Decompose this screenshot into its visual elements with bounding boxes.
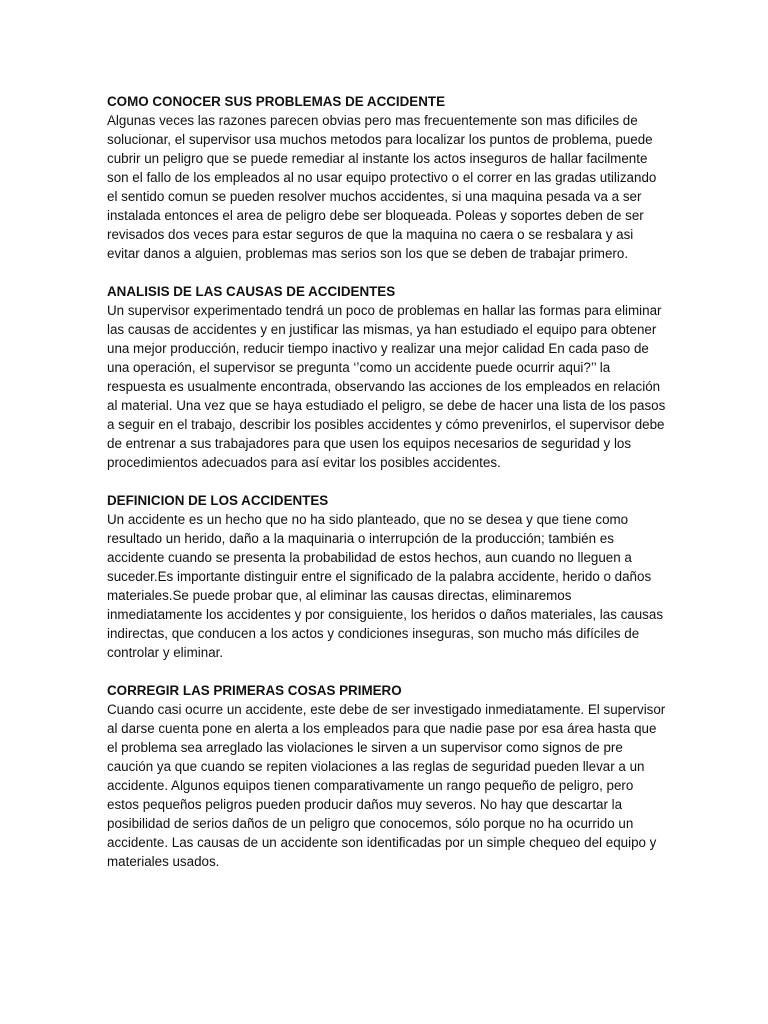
section-body: Un accidente es un hecho que no ha sido planteado, que no se desea y que tiene como resultado un herido, daño a la maquinaria o interrupción de la producción; también es accidente cuando se presenta la probabilidad de estos hechos, aun cuando no lleguen a suceder.Es importante distinguir entre el significado de la palabra accidente, herido o daños materiales.Se puede probar que, al eliminar las causas directas, eliminaremos inmediatamente los accidentes y por consiguiente, los heridos o daños materiales, las causas indirectas, que conducen a los actos y condiciones inseguras, son mucho más difíciles de controlar y eliminar. [107, 512, 664, 660]
section-heading: COMO CONOCER SUS PROBLEMAS DE ACCIDENTE [107, 94, 446, 109]
section-heading: ANALISIS DE LAS CAUSAS DE ACCIDENTES [107, 284, 396, 299]
section-body: Algunas veces las razones parecen obvias pero mas frecuentemente son mas dificiles de solucionar, el supervisor usa muchos metodos para localizar los puntos de problema, puede cubrir un peligro que se puede remediar al instante los actos inseguros de hallar facilmente son el fallo de los empleados al no usar equipo protectivo o el correr en las gradas utilizando el sentido comun se pueden resolver muchos accidentes, si una maquina pesada va a ser instalada entonces el area de peligro debe ser bloqueada. Poleas y soportes deben de ser revisados dos veces para estar seguros de que la maquina no caera o se resbalara y asi evitar danos a alguien, problemas mas serios son los que se deben de trabajar primero. [107, 113, 657, 261]
section-heading: DEFINICION DE LOS ACCIDENTES [107, 493, 329, 508]
section-body: Cuando casi ocurre un accidente, este debe de ser investigado inmediatamente. El supervisor al darse cuenta pone en alerta a los empleados para que nadie pase por esa área hasta que el problema sea arreglado las violaciones le sirven a un supervisor como signos de pre caución ya que cuando se repiten violaciones a las reglas de seguridad pueden llevar a un accidente. Algunos equipos tienen comparativamente un rango pequeño de peligro, pero estos pequeños peligros pueden producir daños muy severos. No hay que descartar la posibilidad de serios daños de un peligro que conocemos, sólo porque no ha ocurrido un accidente. Las causas de un accidente son identificadas por un simple chequeo del equipo y materiales usados. [107, 702, 666, 869]
section-heading: CORREGIR LAS PRIMERAS COSAS PRIMERO [107, 683, 402, 698]
section-analisis [107, 282, 667, 472]
section-corregir [107, 681, 667, 871]
section-definicion [107, 491, 667, 662]
section-body: Un supervisor experimentado tendrá un poco de problemas en hallar las formas para eliminar las causas de accidentes y en justificar las mismas, ya han estudiado el equipo para obtener una mejor producción, reducir tiempo inactivo y realizar una mejor calidad En cada paso de una operación, el supervisor se pregunta ‘’como un accidente puede ocurrir aqui?’’ la respuesta es usualmente encontrada, observando las acciones de los empleados en relación al material. Una vez que se haya estudiado el peligro, se debe de hacer una lista de los pasos a seguir en el trabajo, describir los posibles accidentes y cómo prevenirlos, el supervisor debe de entrenar a sus trabajadores para que usen los equipos necesarios de seguridad y los procedimientos adecuados para así evitar los posibles accidentes. [107, 303, 666, 470]
document-page [107, 92, 667, 890]
section-problemas [107, 92, 667, 263]
